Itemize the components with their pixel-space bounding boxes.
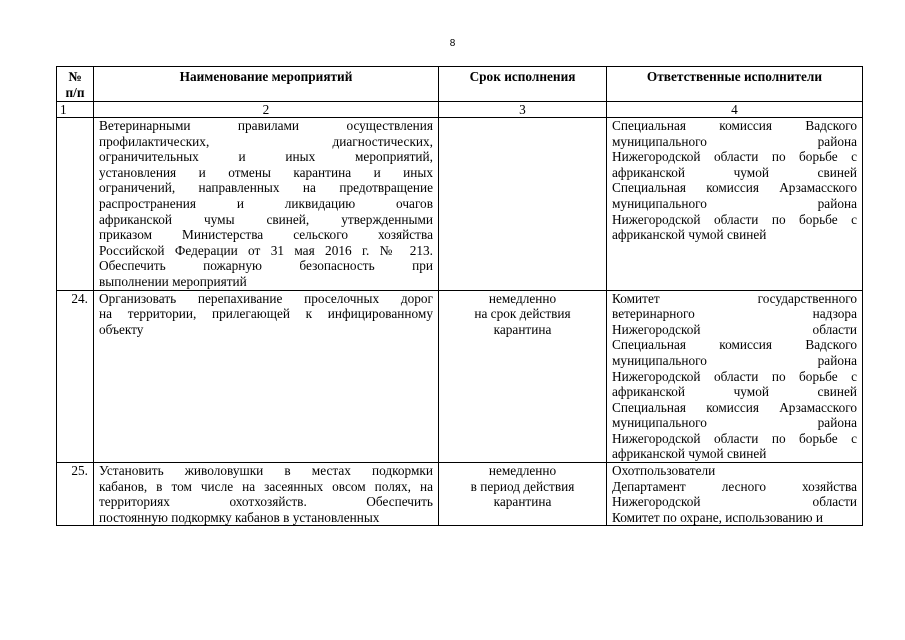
text-line: ветеринарного надзора (612, 306, 857, 322)
responsible-executors (607, 290, 863, 463)
measures-table (56, 66, 863, 526)
text-line: Нижегородской области по борьбе с (612, 368, 857, 384)
responsible-executors (607, 463, 863, 526)
column-index-row (57, 102, 863, 118)
text-line: карантина (493, 321, 552, 337)
text-line: Комитет государственного (612, 290, 857, 306)
text-line: кабанов, в том числе на засеянных овсом полях, на (99, 478, 433, 494)
text-line: Департамент лесного хозяйства (612, 478, 857, 494)
execution-term (439, 463, 607, 526)
row-number (57, 118, 94, 291)
header-number: № п/п (57, 67, 94, 102)
text-line: африканской чумой свиней (612, 384, 857, 400)
text-line: Организовать перепахивание проселочных дорог (99, 290, 433, 306)
text-line: Специальная комиссия Арзамасского (612, 399, 857, 415)
text-line: на территории, прилегающей к инфицированному (99, 306, 433, 322)
measure-description (94, 463, 439, 526)
table-row (57, 463, 863, 526)
text-line: Специальная комиссия Арзамасского (612, 180, 857, 196)
header-responsible: Ответственные исполнители (607, 67, 863, 102)
measure-description (94, 118, 439, 291)
header-row (57, 67, 863, 102)
text-line: немедленно (488, 290, 557, 306)
text-line: Нижегородской области по борьбе с (612, 211, 857, 227)
table-row (57, 290, 863, 463)
header-measures: Наименование мероприятий (94, 67, 439, 102)
responsible-executors (607, 118, 863, 291)
text-line: Нижегородской области (612, 494, 857, 510)
text-line: выполнении мероприятий (99, 273, 247, 289)
text-line: территориях охотхозяйств. Обеспечить (99, 494, 433, 510)
text-line: Российской Федерации от 31 мая 2016 г. № 213. (99, 242, 433, 258)
header-term: Срок исполнения (439, 67, 607, 102)
execution-term (439, 118, 607, 291)
page-number: 8 (449, 38, 456, 49)
text-line: в период действия (470, 478, 575, 494)
text-line: Нижегородской области (612, 321, 857, 337)
text-line: Комитет по охране, использованию и (612, 509, 823, 525)
table-row (57, 118, 863, 291)
text-line: муниципального района (612, 133, 857, 149)
text-line: карантина (493, 494, 552, 510)
text-line: Специальная комиссия Вадского (612, 337, 857, 353)
text-line: Обеспечить пожарную безопасность при (99, 258, 433, 274)
text-line: на срок действия (474, 306, 571, 322)
text-line: африканской чумой свиней (612, 164, 857, 180)
text-line: постоянную подкормку кабанов в установленных (99, 509, 380, 525)
text-line: Ветеринарными правилами осуществления (99, 118, 433, 133)
text-line: африканской чумой свиней (612, 446, 767, 462)
text-line: ограничительных и иных мероприятий, (99, 149, 433, 165)
column-index: 4 (607, 102, 863, 118)
row-number: 24. (57, 290, 94, 463)
text-line: муниципального района (612, 415, 857, 431)
text-line: муниципального района (612, 195, 857, 211)
text-line: муниципального района (612, 352, 857, 368)
column-index: 3 (439, 102, 607, 118)
text-line: Специальная комиссия Вадского (612, 118, 857, 133)
text-line: Охотпользователи (612, 463, 716, 479)
text-line: ограничений, направленных на предотвращение (99, 180, 433, 196)
measure-description (94, 290, 439, 463)
text-line: африканской чумы свиней, утвержденными (99, 211, 433, 227)
text-line: немедленно (488, 463, 557, 479)
text-line: профилактических, диагностических, (99, 133, 433, 149)
row-number: 25. (57, 463, 94, 526)
execution-term (439, 290, 607, 463)
column-index: 2 (94, 102, 439, 118)
text-line: установления и отмены карантина и иных (99, 164, 433, 180)
text-line: африканской чумой свиней (612, 227, 767, 243)
text-line: Нижегородской области по борьбе с (612, 430, 857, 446)
text-line: объекту (99, 321, 144, 337)
text-line: Нижегородской области по борьбе с (612, 149, 857, 165)
text-line: приказом Министерства сельского хозяйства (99, 227, 433, 243)
text-line: распространения и ликвидацию очагов (99, 195, 433, 211)
text-line: Установить живоловушки в местах подкормки (99, 463, 433, 479)
column-index: 1 (57, 102, 94, 118)
